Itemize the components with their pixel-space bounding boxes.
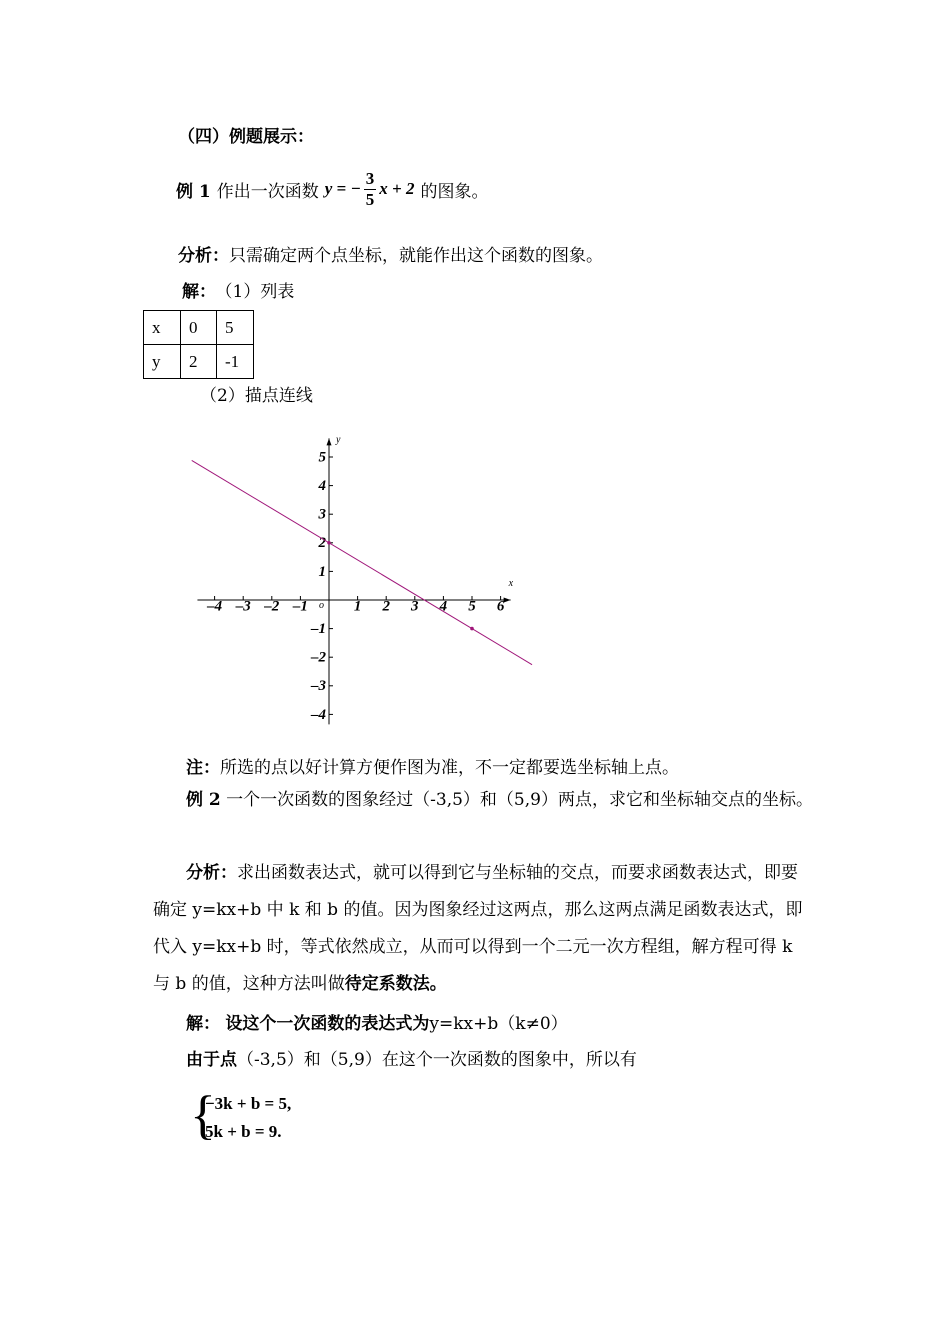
because-line: [186, 1045, 637, 1070]
table-cell: -1: [217, 345, 254, 379]
x-tick-label: 6: [496, 598, 505, 615]
solution2-bold: 设这个一次函数的表达式为: [225, 1014, 430, 1034]
formula-lhs: y = −: [324, 179, 361, 198]
y-tick-label: –4: [311, 706, 326, 723]
table-cell: 0: [181, 311, 217, 345]
example2: [153, 782, 813, 819]
x-tick-label: –4: [207, 598, 223, 615]
equation-1: −3k + b = 5,: [205, 1094, 292, 1113]
y-tick-label: 2: [318, 535, 326, 552]
table-cell: 5: [217, 311, 254, 345]
y-tick-label: –3: [311, 678, 326, 695]
solution2: [186, 1009, 568, 1034]
example1-text-before: 作出一次函数: [216, 181, 319, 202]
x-tick-label: 5: [468, 598, 476, 615]
x-tick-label: –2: [264, 598, 280, 615]
table-cell: y: [144, 345, 181, 379]
x-tick-label: –1: [292, 598, 308, 615]
value-table: [143, 310, 254, 379]
y-tick-label: –1: [311, 621, 326, 638]
y-tick-label: 1: [318, 563, 326, 580]
fraction-numerator: 3: [365, 168, 375, 188]
x-tick-label: 2: [382, 598, 390, 615]
analysis1-text: 只需确定两个点坐标，就能作出这个函数的图象。: [229, 246, 603, 266]
analysis1: [178, 241, 603, 266]
function-graph: [0, 420, 950, 740]
example1-line: [176, 164, 488, 214]
note: [186, 753, 679, 778]
table-cell: 2: [181, 345, 217, 379]
fraction: [364, 169, 377, 210]
solution1: [182, 277, 294, 302]
y-tick-label: 3: [318, 506, 326, 523]
y-tick-label: 5: [318, 449, 326, 466]
y-tick-label: –2: [311, 649, 326, 666]
solution1-step1: （1）列表: [224, 282, 295, 302]
note-label: 注：: [186, 758, 220, 778]
note-text: 所选的点以好计算方便作图为准，不一定都要选坐标轴上点。: [220, 758, 679, 778]
origin-label: o: [319, 600, 324, 611]
x-tick-label: 3: [411, 598, 419, 615]
x-tick-label: 4: [439, 598, 448, 615]
table-cell: x: [144, 311, 181, 345]
left-brace: {: [190, 1085, 216, 1145]
analysis2-emphasis: 待定系数法。: [344, 974, 447, 994]
x-tick-label: –3: [235, 598, 251, 615]
analysis1-label: 分析：: [178, 246, 229, 266]
y-tick-label: 4: [318, 478, 326, 495]
analysis2: [153, 855, 813, 1003]
example2-label: 例 2: [186, 790, 221, 810]
function-line: [192, 460, 532, 664]
example2-text: 一个一次函数的图象经过（-3,5）和（5,9）两点，求它和坐标轴交点的坐标。: [226, 790, 813, 810]
example1-text-after: 的图象。: [420, 181, 489, 202]
because-text: （-3,5）和（5,9）在这个一次函数的图象中，所以有: [237, 1050, 637, 1070]
x-axis-label: x: [508, 578, 514, 589]
analysis2-text: 求出函数表达式，就可以得到它与坐标轴的交点，而要求函数表达式，即要确定 y=kx+b 中 k 和 b 的值。因为图象经过这两点，那么这两点满足函数表达式，即代入 y=kx+b 时，等式依然成立，从而可以得到一个二元一次方程组，解方程可得 k 与 b 的值，这种方法叫做: [153, 863, 803, 994]
x-tick-label: 1: [353, 598, 362, 615]
y-axis-label: y: [336, 434, 341, 446]
solution1-step2: （2）描点连线: [200, 386, 313, 406]
fraction-denominator: 5: [365, 189, 375, 209]
data-point: [327, 541, 331, 545]
solution2-formula: y=kx+b（k≠0）: [429, 1014, 568, 1034]
section-title: （四）例题展示：: [178, 127, 314, 147]
because-bold: 由于点: [186, 1050, 237, 1070]
example1-label: 例 1: [176, 181, 211, 202]
formula-rhs: x + 2: [379, 179, 415, 198]
y-axis-arrow: [327, 438, 332, 445]
analysis2-label: 分析：: [186, 863, 237, 883]
solution1-label: 解：: [182, 282, 216, 302]
equation-2: 5k + b = 9.: [205, 1122, 282, 1141]
table-row: [144, 311, 254, 345]
solution2-label: 解：: [186, 1014, 220, 1034]
table-row: [144, 345, 254, 379]
x-axis-arrow: [504, 598, 511, 603]
data-point: [470, 627, 474, 631]
